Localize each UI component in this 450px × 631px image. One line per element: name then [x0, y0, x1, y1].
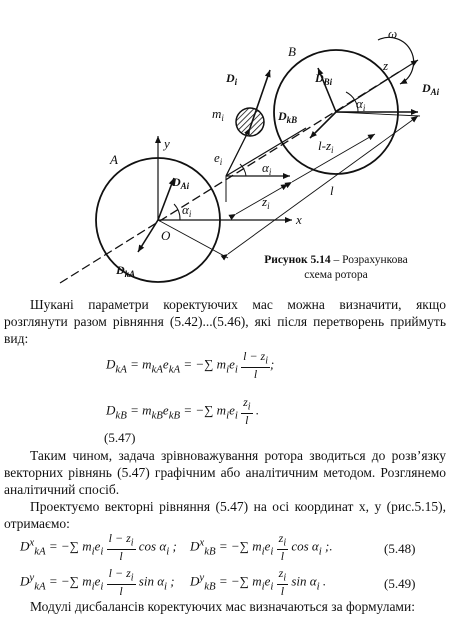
- unbalance-mass: [236, 108, 264, 136]
- dim-l: [228, 116, 418, 254]
- label-dka: $D_{kA}$: [116, 263, 136, 279]
- equation-dkb: $D_{kB} = m_{kB}e_{kB}$ = −∑ $m_ie_i$ $\frac{z_i}{l}$ .: [106, 395, 260, 428]
- caption-line2: схема ротора: [304, 269, 368, 281]
- equation-number-547: (5.47): [104, 430, 136, 445]
- label-l: l: [330, 183, 334, 198]
- label-l-zi: $l-z_i$: [318, 138, 334, 155]
- equation-number-549: (5.49): [384, 576, 416, 591]
- dka-vector: [138, 220, 158, 252]
- equation-dka-y: $D^y_{kA}$ = −∑ $m_ie_i$ $\frac{l - z_i}{l}$ $\sin \alpha_i$ ;: [20, 566, 175, 599]
- label-alpha-a: $\alpha_i$: [182, 202, 192, 219]
- label-dai-top: $D_{Ai}$: [422, 81, 440, 97]
- caption-dash: – Розрахункова: [330, 254, 408, 266]
- rotor-diagram: [0, 0, 450, 290]
- label-a: A: [110, 152, 118, 167]
- paragraph-2: Таким чином, задача зрівноважування ротора зводиться до розв’язку векторних рівнянь (5.47) графічним або аналітичним методом. Розглянемо аналітичний спосіб.: [4, 448, 446, 497]
- equation-dka-x: $D^x_{kA}$ = −∑ $m_ie_i$ $\frac{l - z_i}{l}$ $\cos \alpha_i$ ;: [20, 531, 177, 564]
- label-z: z: [383, 58, 389, 73]
- label-zi: $z_i$: [262, 194, 270, 211]
- label-b: B: [288, 44, 296, 59]
- paragraph-1: Шукані параметри коректуючих мас можна визначити, якщо розглянути разом рівняння (5.42)...(5.46), які після перетворень приймуть вид:: [4, 297, 446, 346]
- paragraph-4: Модулі дисбалансів коректуючих мас визначаються за формулами:: [30, 599, 415, 614]
- label-di: $D_i$: [226, 71, 238, 87]
- label-ei: $e_i$: [214, 150, 223, 167]
- label-y: y: [164, 136, 170, 151]
- label-alpha-plane: $\alpha_i$: [262, 160, 272, 177]
- label-alpha-b: $\alpha_i$: [356, 96, 366, 113]
- figure-caption: [230, 253, 442, 283]
- z-axis: [336, 60, 418, 112]
- paragraph-3: Проектуємо векторні рівняння (5.47) на осі координат x, y (рис.5.15), отримаємо:: [4, 499, 446, 531]
- caption-number: Рисунок 5.14: [264, 254, 331, 266]
- label-o: O: [161, 228, 171, 243]
- label-omega: ω: [388, 26, 398, 41]
- equation-dkb-y: $D^y_{kB}$ = −∑ $m_ie_i$ $\frac{z_i}{l}$ $\sin \alpha_i$ .: [190, 566, 327, 599]
- equation-dkb-x: $D^x_{kB}$ = −∑ $m_ie_i$ $\frac{z_i}{l}$ $\cos \alpha_i$ ;.: [190, 531, 333, 564]
- label-dai-left: $D_{Ai}$: [172, 175, 190, 191]
- equation-dka: $D_{kA} = m_{kA}e_{kA}$ = −∑ $m_ie_i$ $\frac{l - z_i}{l}$ ;: [106, 349, 275, 382]
- label-x: x: [296, 212, 302, 227]
- label-mi: $m_i$: [212, 106, 224, 123]
- equation-number-548: (5.48): [384, 541, 416, 556]
- label-dbi: $D_{Bi}$: [315, 71, 333, 87]
- label-dkb: $D_{kB}$: [278, 109, 298, 125]
